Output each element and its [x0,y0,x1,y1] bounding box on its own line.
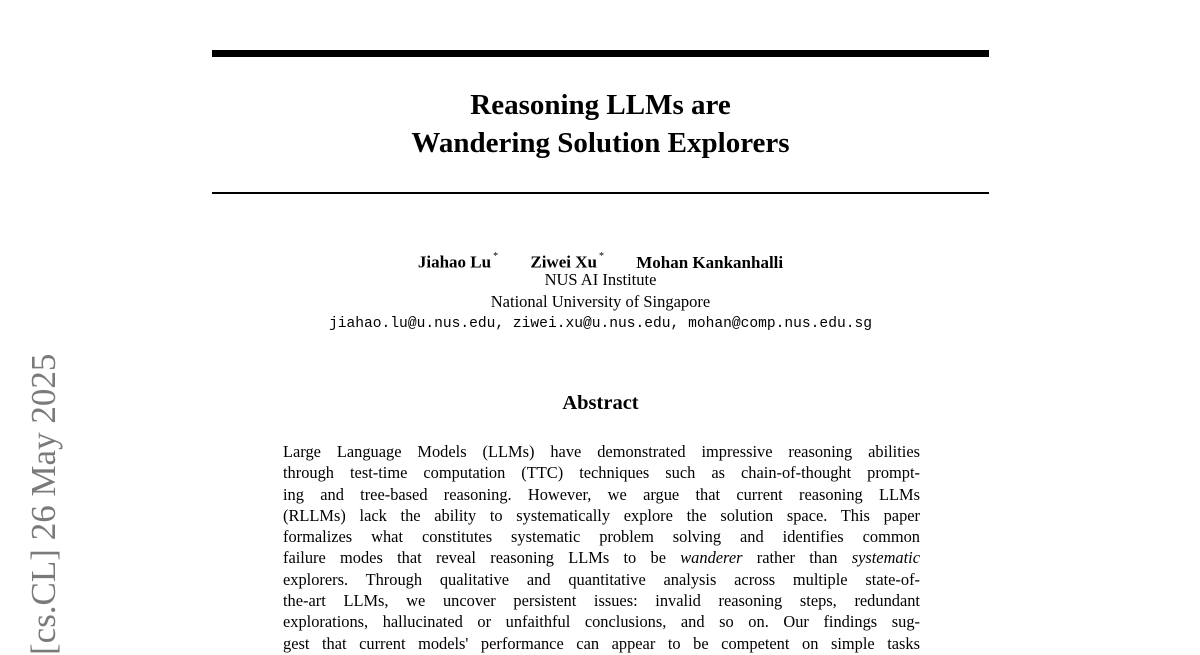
abstract-line: explorers. Through qualitative and quantitative analysis across multiple state-of- [283,569,920,589]
author-name: Jiahao Lu [417,252,492,272]
title-bottom-rule [212,192,989,194]
abstract-line: formalizes what constitutes systematic problem solving and identifies common [283,527,920,547]
abstract-line: gest that current models' performance can appear to be competent on simple tasks [283,633,920,653]
abstract-line [283,547,920,568]
abstract-line: the-art LLMs, we uncover persistent issues: invalid reasoning steps, redundant [283,591,920,611]
title-line-2: Wandering Solution Explorers [411,127,790,159]
abstract-text: failure modes that reveal reasoning LLMs to be [283,548,681,568]
abstract-line: Large Language Models (LLMs) have demonstrated impressive reasoning abilities [283,442,920,461]
affiliation-institute: NUS AI Institute [544,270,657,289]
abstract-line: through test-time computation (TTC) techniques such as chain-of-thought prompt- [283,463,920,483]
abstract-line: explorations, hallucinated or unfaithful conclusions, and so on. Our findings sug- [283,612,920,632]
author-emails: jiahao.lu@u.nus.edu, ziwei.xu@u.nus.edu, mohan@comp.nus.edu.sg [329,316,872,332]
abstract-line: (RLLMs) lack the ability to systematically explore the solution space. This paper [283,505,920,525]
author-name: Mohan Kankanhalli [636,252,784,272]
title-top-rule [212,50,989,57]
abstract-emphasis-wanderer: wanderer [680,548,743,568]
abstract-body [283,441,920,654]
abstract-text: rather than [742,548,852,568]
title-line-1: Reasoning LLMs are [470,89,731,121]
arxiv-stamp: [cs.CL] 26 May 2025 [24,353,63,655]
abstract-heading: Abstract [562,392,639,414]
author-name: Ziwei Xu [530,252,597,272]
equal-contribution-mark: * [493,251,499,262]
abstract-emphasis-systematic: systematic [851,548,920,568]
equal-contribution-mark: * [598,251,604,262]
paper-title [212,86,989,162]
abstract-line: ing and tree-based reasoning. However, we argue that current reasoning LLMs [283,484,920,504]
affiliation-university: National University of Singapore [490,292,711,311]
